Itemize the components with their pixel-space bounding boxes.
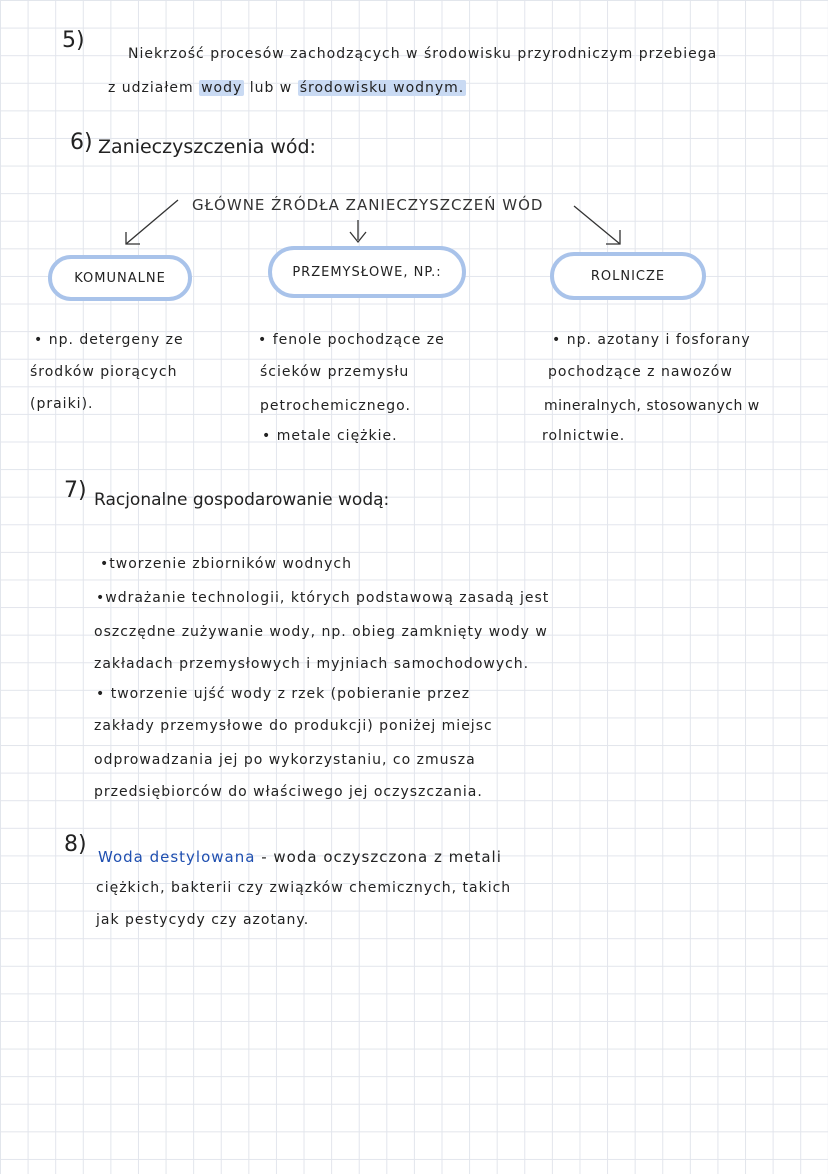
section-7-number: 7) (64, 478, 87, 503)
s7-line-2: •wdrażanie technologii, których podstawową zasadą jest (96, 590, 550, 606)
przemyslowe-line-4: • metale ciężkie. (262, 428, 398, 444)
cloud-komunalne-label: KOMUNALNE (74, 270, 166, 286)
rolnicze-line-2: pochodzące z nawozów (548, 364, 733, 380)
arrows-diagram (0, 0, 828, 280)
section-5-line-1: Niekrzość procesów zachodzących w środowisku przyrodniczym przebiega (128, 46, 718, 62)
arrow-right (574, 206, 620, 244)
s8-term: Woda destylowana (98, 848, 256, 866)
s8-line-1 (98, 848, 502, 866)
s8-line-3: jak pestycydy czy azotany. (96, 912, 310, 928)
section-7-title: Racjonalne gospodarowanie wodą: (94, 490, 390, 510)
przemyslowe-line-1: • fenole pochodzące ze (258, 332, 445, 348)
arrow-left (126, 200, 178, 244)
rolnicze-line-4: rolnictwie. (542, 428, 626, 444)
rolnicze-line-3: mineralnych, stosowanych w (544, 398, 760, 414)
s7-line-6: zakłady przemysłowe do produkcji) poniżej miejsc (94, 718, 493, 734)
s5-highlight-srodowisku: środowisku wodnym. (299, 80, 465, 96)
przemyslowe-line-3: petrochemicznego. (260, 398, 411, 414)
przemyslowe-line-2: ścieków przemysłu (260, 364, 410, 380)
s7-line-8: przedsiębiorców do właściwego jej oczyszczania. (94, 784, 483, 800)
s5-text-c: lub w (249, 80, 293, 96)
cloud-komunalne (48, 255, 192, 301)
section-8-number: 8) (64, 832, 87, 857)
s5-text-a: z udziałem (108, 80, 194, 96)
s7-line-5: • tworzenie ujść wody z rzek (pobieranie przez (96, 686, 471, 702)
s8-line-2: ciężkich, bakterii czy związków chemicznych, takich (96, 880, 512, 896)
komunalne-line-1: • np. detergeny ze (34, 332, 184, 348)
s7-line-7: odprowadzania jej po wykorzystaniu, co zmusza (94, 752, 476, 768)
rolnicze-line-1: • np. azotany i fosforany (552, 332, 751, 348)
section-5-number: 5) (62, 28, 85, 53)
section-6-title: Zanieczyszczenia wód: (98, 136, 316, 158)
s7-line-3: oszczędne zużywanie wody, np. obieg zamknięty wody w (94, 624, 548, 640)
main-sources-heading: GŁÓWNE ŹRÓDŁA ZANIECZYSZCZEŃ WÓD (192, 196, 544, 214)
s8-definition-start: - woda oczyszczona z metali (261, 848, 502, 866)
s7-line-4: zakładach przemysłowych i myjniach samochodowych. (94, 656, 530, 672)
komunalne-line-2: środków piorących (30, 364, 178, 380)
cloud-przemyslowe (268, 246, 466, 298)
cloud-przemyslowe-label: PRZEMYSŁOWE, NP.: (292, 264, 442, 280)
s5-highlight-wody: wody (201, 80, 243, 96)
cloud-rolnicze (550, 252, 706, 300)
section-6-number: 6) (70, 130, 93, 155)
cloud-rolnicze-label: ROLNICZE (590, 268, 666, 284)
s7-line-1: •tworzenie zbiorników wodnych (100, 556, 352, 572)
komunalne-line-3: (praiki). (30, 396, 94, 412)
